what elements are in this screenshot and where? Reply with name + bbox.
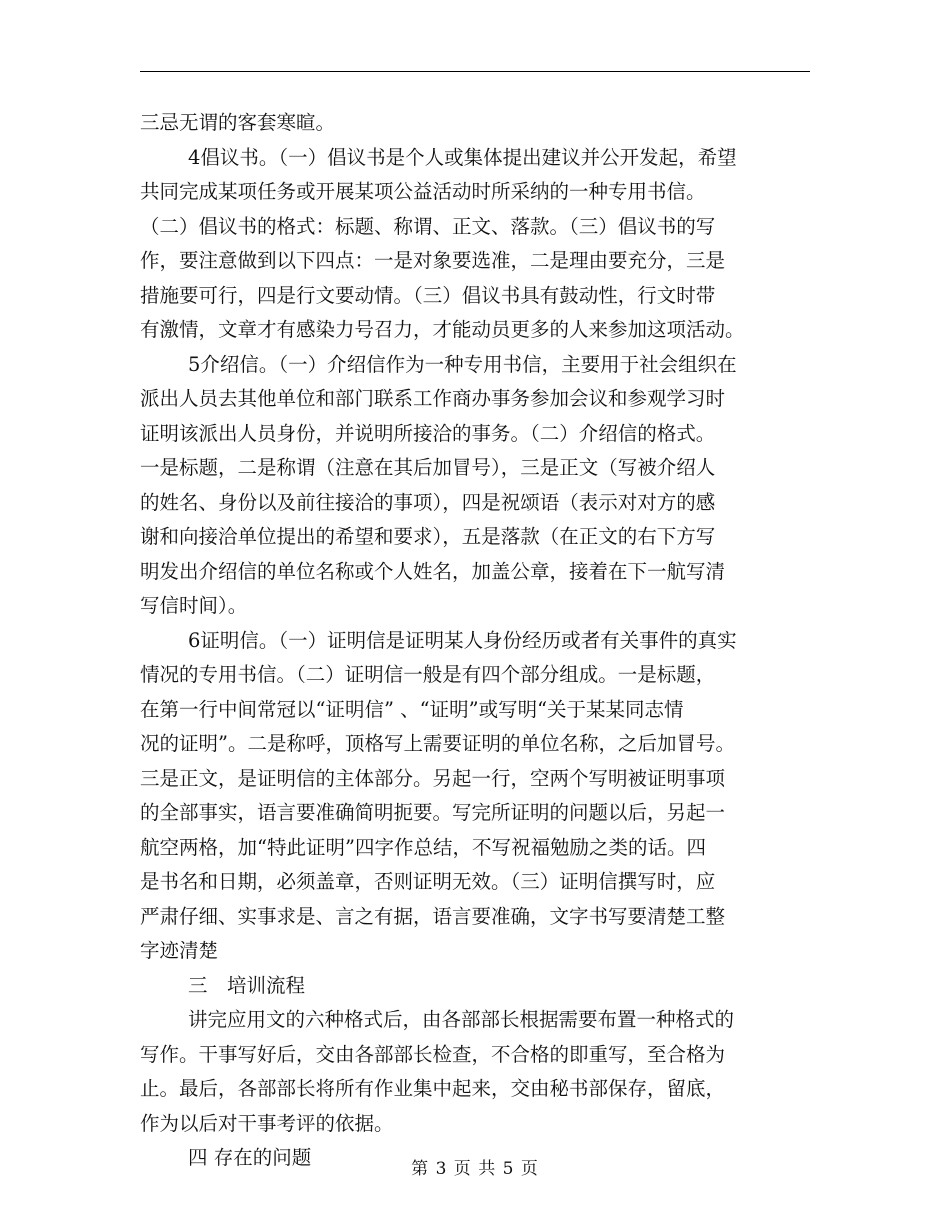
- text-line: 字迹清楚: [140, 939, 219, 962]
- text-line: 6证明信。（一）证明信是证明某人身份经历或者有关事件的真实: [188, 628, 737, 652]
- text-line: 谢和向接洽单位提出的希望和要求），五是落款（在正文的右下方写: [140, 525, 716, 548]
- text-line: 写信时间）。: [140, 594, 248, 617]
- text-line: 止。最后，各部部长将所有作业集中起来，交由秘书部保存，留底，: [140, 1077, 726, 1100]
- text-line: 作为以后对干事考评的依据。: [140, 1111, 394, 1135]
- text-line: 措施要可行，四是行文要动情。（三）倡议书具有鼓动性，行文时带: [140, 283, 716, 307]
- text-line: 三是正文，是证明信的主体部分。另起一行，空两个写明被证明事项: [140, 766, 726, 790]
- text-line: 一是标题，二是称谓（注意在其后加冒号），三是正文（写被介绍人: [140, 456, 716, 479]
- text-line: 航空两格，加“特此证明”四字作总结，不写祝福勉励之类的话。四: [140, 835, 706, 859]
- text-line: 4倡议书。（一）倡议书是个人或集体提出建议并公开发起，希望: [188, 145, 737, 169]
- text-line: 在第一行中间常冠以“证明信” 、“证明”或写明“关于某某同志情: [140, 697, 684, 721]
- text-line: 的全部事实，语言要准确简明扼要。写完所证明的问题以后，另起一: [140, 801, 726, 824]
- page-number: 第 3 页 共 5 页: [411, 1159, 539, 1179]
- text-line: 有激情，文章才有感染力号召力，才能动员更多的人来参加这项活动。: [140, 318, 745, 341]
- text-line: 派出人员去其他单位和部门联系工作商办事务参加会议和参观学习时: [140, 387, 726, 410]
- text-line: 三忌无谓的客套寒暄。: [140, 111, 336, 134]
- header-rule: [140, 71, 810, 72]
- text-line: 共同完成某项任务或开展某项公益活动时所采纳的一种专用书信。: [140, 180, 706, 203]
- text-line: 讲完应用文的六种格式后，由各部部长根据需要布置一种格式的: [188, 1008, 735, 1031]
- text-line: 情况的专用书信。（二）证明信一般是有四个部分组成。一是标题，: [140, 663, 716, 686]
- text-line: 严肃仔细、实事求是、言之有据，语言要准确，文字书写要清楚工整: [140, 904, 726, 928]
- document-body: [140, 106, 812, 1176]
- text-line: 5介绍信。（一）介绍信作为一种专用书信，主要用于社会组织在: [188, 352, 737, 376]
- text-line: 写作。干事写好后，交由各部部长检查，不合格的即重写，至合格为: [140, 1042, 726, 1066]
- text-line: 的姓名、身份以及前往接洽的事项），四是祝颂语（表示对对方的感: [140, 490, 716, 514]
- text-line: 证明该派出人员身份，并说明所接洽的事务。（二）介绍信的格式。: [140, 421, 716, 445]
- text-line: 是书名和日期，必须盖章，否则证明无效。（三）证明信撰写时，应: [140, 870, 716, 893]
- text-line: （二）倡议书的格式：标题、称谓、正文、落款。（三）倡议书的写: [140, 214, 716, 238]
- text-line: 三 培训流程: [188, 973, 306, 997]
- text-line: 作，要注意做到以下四点：一是对象要选准，二是理由要充分，三是: [140, 249, 726, 272]
- text-line: 四 存在的问题: [188, 1146, 312, 1169]
- text-line: 况的证明”。二是称呼，顶格写上需要证明的单位名称，之后加冒号。: [140, 732, 735, 755]
- text-line: 明发出介绍信的单位名称或个人姓名，加盖公章，接着在下一航写清: [140, 559, 726, 583]
